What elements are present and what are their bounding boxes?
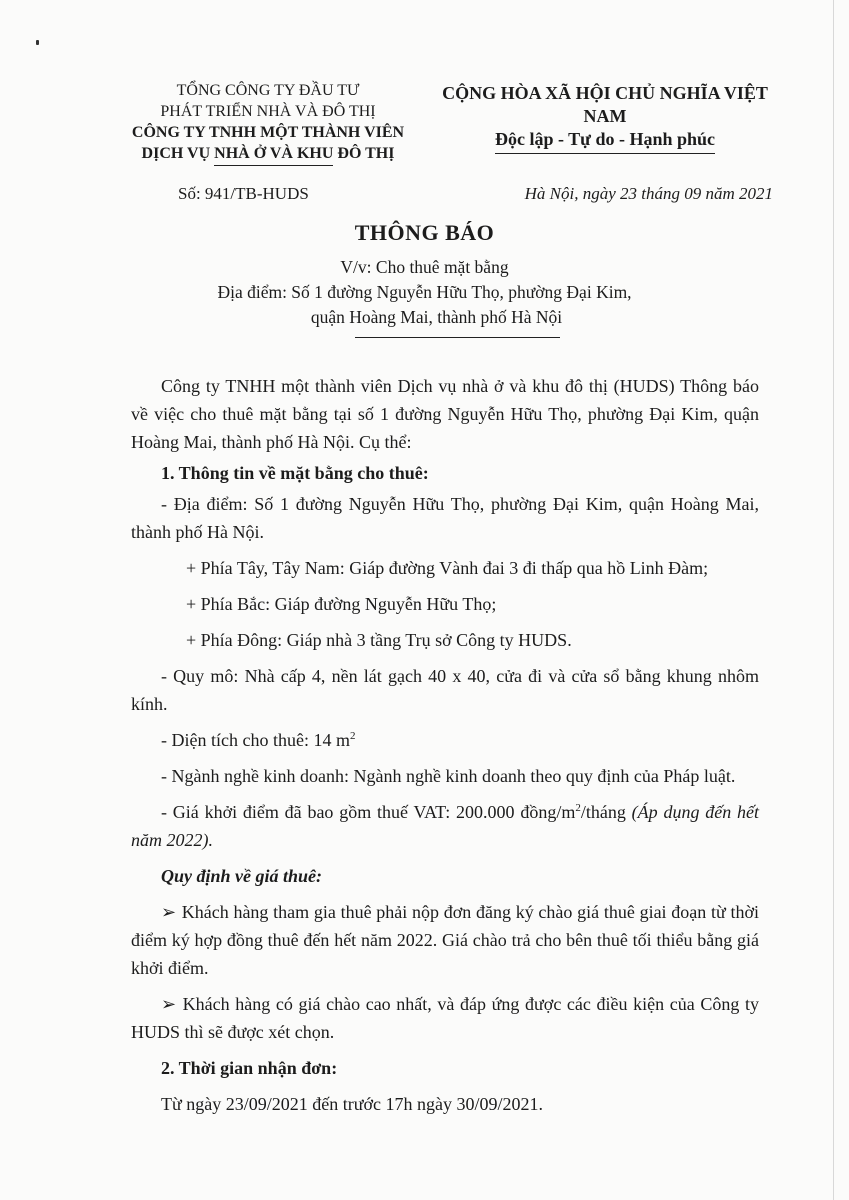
intro-paragraph: Công ty TNHH một thành viên Dịch vụ nhà ở và khu đô thị (HUDS) Thông báo về việc cho thuê mặt bằng tại số 1 đường Nguyễn Hữu Thọ, phường Đại Kim, quận Hoàng Mai, thành phố Hà Nội. Cụ thể: — [131, 376, 759, 452]
boundary-north: + Phía Bắc: Giáp đường Nguyễn Hữu Thọ; — [186, 594, 497, 614]
issuer-header — [118, 80, 418, 166]
scan-edge — [833, 0, 834, 1200]
price-rules-heading: Quy định về giá thuê: — [161, 866, 323, 886]
issuer-company-line1: CÔNG TY TNHH MỘT THÀNH VIÊN — [131, 124, 405, 141]
arrow-bullet-icon: ➢ — [161, 994, 177, 1014]
scan-speck — [36, 40, 39, 45]
section1-heading: 1. Thông tin về mặt bằng cho thuê: — [161, 463, 429, 483]
location-paragraph: - Địa điểm: Số 1 đường Nguyễn Hữu Thọ, phường Đại Kim, quận Hoàng Mai, thành phố Hà Nội. — [131, 494, 759, 542]
scale-paragraph: - Quy mô: Nhà cấp 4, nền lát gạch 40 x 40, cửa đi và cửa sổ bằng khung nhôm kính. — [131, 666, 759, 714]
national-motto: Độc lập - Tự do - Hạnh phúc — [495, 128, 715, 154]
boundary-east: + Phía Đông: Giáp nhà 3 tầng Trụ sở Công ty HUDS. — [186, 630, 572, 650]
document-title: THÔNG BÁO — [354, 220, 495, 245]
price-rule-item: ➢ Khách hàng tham gia thuê phải nộp đơn đăng ký chào giá thuê giai đoạn từ thời điểm ký hợp đồng thuê đến hết năm 2022. Giá chào trả cho bên thuê tối thiểu bằng giá khởi điểm. — [131, 898, 759, 982]
issuer-underline: NHÀ Ở VÀ KHU — [214, 143, 333, 166]
arrow-bullet-icon: ➢ — [161, 902, 177, 922]
price-paragraph: - Giá khởi điểm đã bao gồm thuế VAT: 200.000 đồng/$m^2$/tháng (Áp dụng đến hết năm 2022). — [131, 802, 760, 850]
section2-text: Từ ngày 23/09/2021 đến trước 17h ngày 30/09/2021. — [161, 1094, 543, 1114]
document-body — [131, 372, 759, 1118]
subject-line1: V/v: Cho thuê mặt bằng — [340, 257, 509, 277]
document-number: Số: 941/TB-HUDS — [178, 184, 309, 203]
boundary-west: + Phía Tây, Tây Nam: Giáp đường Vành đai 3 đi thấp qua hồ Linh Đàm; — [186, 558, 709, 578]
business-paragraph: - Ngành nghề kinh doanh: Ngành nghề kinh doanh theo quy định của Pháp luật. — [161, 766, 736, 786]
document-date: Hà Nội, ngày 23 tháng 09 năm 2021 — [524, 184, 773, 203]
area-paragraph: - Diện tích cho thuê: 14 $m^2$ — [161, 730, 356, 750]
issuer-company-line2: DỊCH VỤ NHÀ Ở VÀ KHU ĐÔ THỊ — [118, 143, 418, 166]
subject-divider — [355, 337, 560, 338]
price-note: (Áp dụng đến hết năm 2022). — [131, 802, 760, 850]
subject-line2: Địa điểm: Số 1 đường Nguyễn Hữu Thọ, phường Đại Kim, — [217, 282, 632, 302]
national-title: CỘNG HÒA XÃ HỘI CHỦ NGHĨA VIỆT NAM — [442, 83, 768, 126]
subject-line3: quận Hoàng Mai, thành phố Hà Nội — [310, 307, 563, 327]
document-subject — [0, 255, 849, 330]
price-rule-item: ➢ Khách hàng có giá chào cao nhất, và đáp ứng được các điều kiện của Công ty HUDS thì sẽ được xét chọn. — [131, 990, 759, 1046]
issuer-parent-line1: TỔNG CÔNG TY ĐẦU TƯ — [176, 82, 360, 99]
national-header — [420, 82, 790, 154]
issuer-parent-line2: PHÁT TRIỂN NHÀ VÀ ĐÔ THỊ — [160, 103, 376, 120]
section2-heading: 2. Thời gian nhận đơn: — [161, 1058, 338, 1078]
